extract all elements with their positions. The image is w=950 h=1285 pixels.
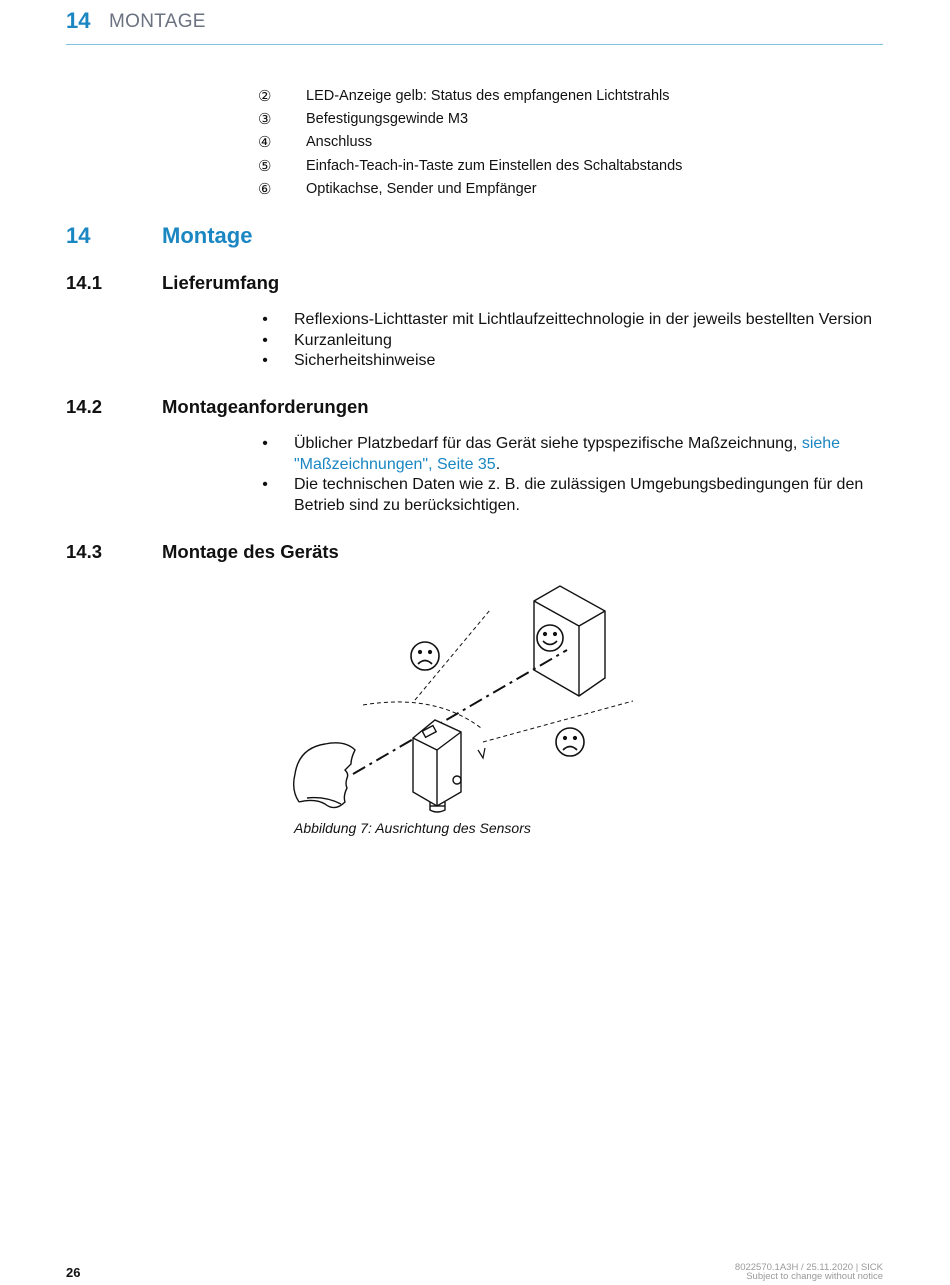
legend-number: ② xyxy=(258,87,272,105)
section-heading-montageanforderungen xyxy=(66,396,369,418)
section-title: Lieferumfang xyxy=(162,272,280,293)
mounting-requirements-list xyxy=(258,434,883,516)
bullet: • xyxy=(262,476,268,493)
header-chapter-number: 14 xyxy=(66,8,91,33)
legend-number: ④ xyxy=(258,134,272,152)
footer-meta xyxy=(735,1263,883,1281)
sad-face-icon xyxy=(411,642,439,670)
list-item xyxy=(258,434,883,475)
chapter-title: Montage xyxy=(162,223,253,248)
legend-text: Befestigungsgewinde M3 xyxy=(306,110,469,127)
figure-legend-list xyxy=(258,84,878,200)
list-item xyxy=(258,331,883,352)
happy-face-icon xyxy=(537,625,563,651)
list-item-text: Die technischen Daten wie z. B. die zulässigen Umgebungsbedingungen für den Betrieb sind zu berücksichtigen. xyxy=(294,476,864,514)
figure-caption: Abbildung 7: Ausrichtung des Sensors xyxy=(294,820,531,836)
sensor-alignment-figure xyxy=(285,578,645,818)
dimension-drawings-link[interactable]: siehe "Maßzeichnungen", Seite 35 xyxy=(294,435,841,473)
section-heading-lieferumfang xyxy=(66,272,279,294)
bullet: • xyxy=(262,331,268,349)
face-head-icon xyxy=(294,743,355,808)
legend-number: ⑤ xyxy=(258,157,272,175)
chapter-heading xyxy=(66,223,252,249)
page-number: 26 xyxy=(66,1265,81,1280)
legend-item xyxy=(258,154,878,177)
legend-text: Einfach-Teach-in-Taste zum Einstellen des Schaltabstands xyxy=(306,157,683,174)
bullet: • xyxy=(262,311,268,328)
section-title: Montage des Geräts xyxy=(162,541,339,562)
list-item-text: Üblicher Platzbedarf für das Gerät siehe typspezifische Maßzeichnung, xyxy=(294,435,802,452)
legend-item xyxy=(258,131,878,154)
legend-number: ⑥ xyxy=(258,180,272,198)
sad-face-icon xyxy=(556,728,584,756)
section-heading-montage-des-geraets xyxy=(66,541,339,563)
rotation-arrow-icon xyxy=(478,748,485,758)
legend-item xyxy=(258,107,878,130)
section-number: 14.2 xyxy=(66,396,103,417)
document-id: 8022570.1A3H / 25.11.2020 | SICK xyxy=(734,1262,883,1273)
legend-item xyxy=(258,84,878,107)
delivery-scope-list xyxy=(258,310,883,372)
chapter-number: 14 xyxy=(66,223,91,248)
header-divider xyxy=(66,44,883,45)
list-item xyxy=(258,475,883,516)
list-item xyxy=(258,351,883,372)
bullet: • xyxy=(262,435,268,452)
legend-text: Anschluss xyxy=(306,134,373,151)
section-title: Montageanforderungen xyxy=(162,396,369,417)
sensor-device-icon xyxy=(413,720,461,812)
legend-number: ③ xyxy=(258,110,272,128)
section-number: 14.3 xyxy=(66,541,103,562)
bullet: • xyxy=(262,352,268,369)
change-notice: Subject to change without notice xyxy=(746,1271,883,1282)
legend-text: LED-Anzeige gelb: Status des empfangenen Lichtstrahls xyxy=(306,87,670,104)
list-item-text: Sicherheitshinweise xyxy=(294,352,436,369)
legend-item xyxy=(258,177,878,200)
list-item-text: Kurzanleitung xyxy=(294,331,392,349)
legend-text: Optikachse, Sender und Empfänger xyxy=(306,180,537,197)
section-number: 14.1 xyxy=(66,272,103,293)
list-item xyxy=(258,310,883,331)
list-item-period: . xyxy=(495,455,501,473)
list-item-text: Reflexions-Lichttaster mit Lichtlaufzeittechnologie in der jeweils bestellten Version xyxy=(294,311,873,328)
header-chapter-title: MONTAGE xyxy=(109,11,206,32)
misalignment-lines xyxy=(363,610,633,742)
